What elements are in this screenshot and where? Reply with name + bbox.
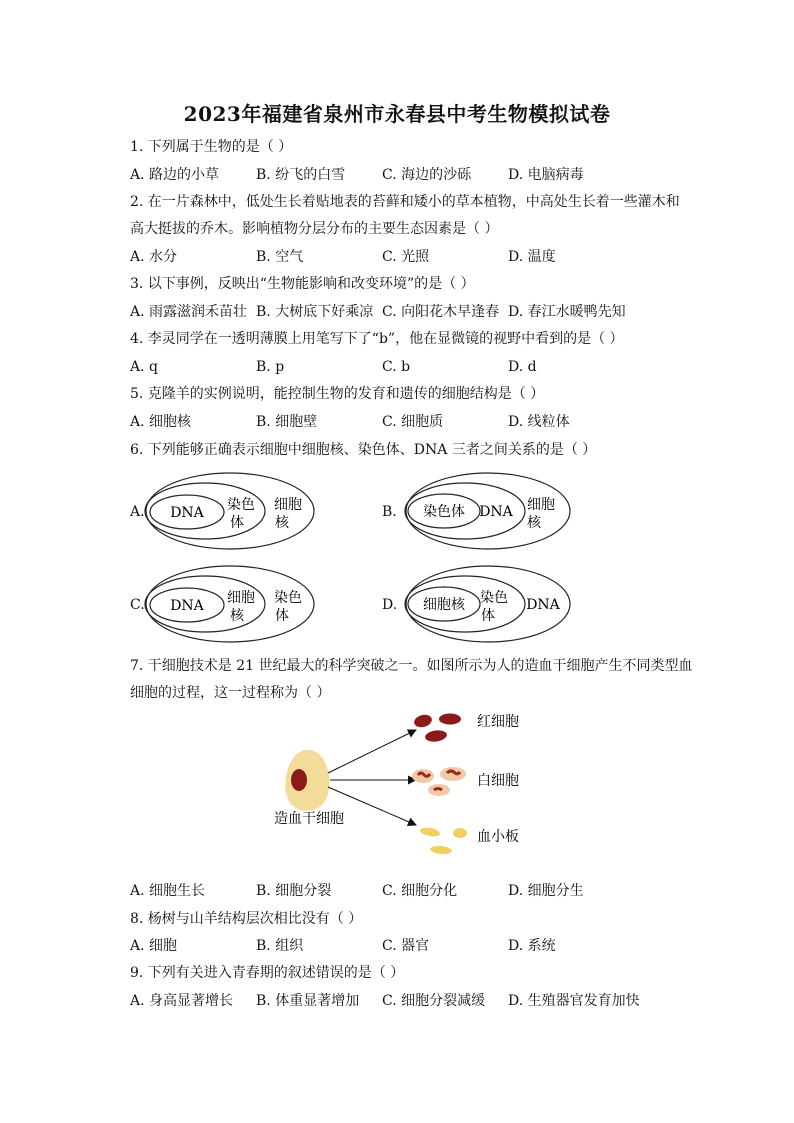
outer-label-1: 细胞	[527, 497, 555, 513]
middle-label-2: 核	[230, 608, 244, 624]
q2-option-c: C. 光照	[382, 249, 430, 265]
outer-label-2: 体	[275, 608, 289, 624]
middle-label-1: DNA	[479, 504, 513, 520]
question-6-stem: 6. 下列能够正确表示细胞中细胞核、染色体、DNA 三者之间关系的是（ ）	[130, 442, 597, 458]
q1-option-d: D. 电脑病毒	[508, 167, 584, 183]
q1-option-c: C. 海边的沙砾	[382, 167, 472, 183]
q7-option-d: D. 细胞分生	[508, 883, 584, 899]
q2-option-d: D. 温度	[508, 249, 556, 265]
q5-option-a: A. 细胞核	[130, 414, 192, 430]
middle-label-1: 染色	[480, 590, 508, 606]
question-9-stem: 9. 下列有关进入青春期的叙述错误的是（ ）	[130, 965, 405, 981]
question-4-stem: 4. 李灵同学在一透明薄膜上用笔写下了“b”，他在显微镜的视野中看到的是（ ）	[130, 331, 624, 347]
white-blood-cell-label: 白细胞	[477, 773, 519, 789]
q9-option-b: B. 体重显著增加	[256, 993, 360, 1009]
q5-option-b: B. 细胞壁	[256, 414, 318, 430]
q6-diagram-c	[143, 563, 318, 646]
q6-diagram-d	[403, 563, 575, 646]
outer-label-1: 细胞	[274, 497, 302, 513]
white-blood-cell	[440, 767, 466, 781]
outer-label-1: DNA	[526, 597, 560, 613]
inner-label: 染色体	[423, 504, 465, 520]
q6-option-b-letter: B.	[382, 504, 397, 520]
q7-option-a: A. 细胞生长	[130, 883, 206, 899]
q3-option-a: A. 雨露滋润禾苗壮	[130, 304, 248, 320]
q7-stem-cell-differentiation-figure	[268, 705, 538, 865]
arrow-to-red-blood-cells	[328, 730, 416, 773]
outer-label-2: 核	[275, 515, 289, 531]
q9-option-d: D. 生殖器官发育加快	[508, 993, 640, 1009]
q7-option-b: B. 细胞分裂	[256, 883, 332, 899]
q5-option-d: D. 线粒体	[508, 414, 570, 430]
q7-option-c: C. 细胞分化	[382, 883, 458, 899]
question-2-stem-line-1: 2. 在一片森林中，低处生长着贴地表的苔藓和矮小的草本植物，中高处生长着一些灌木和	[130, 194, 680, 210]
middle-label-2: 体	[230, 515, 244, 531]
outer-label-2: 核	[527, 515, 541, 531]
platelet	[453, 828, 467, 838]
q4-option-b: B. p	[256, 359, 285, 375]
red-blood-cell	[413, 713, 433, 729]
q8-option-d: D. 系统	[508, 938, 556, 954]
page-title: 2023年福建省泉州市永春县中考生物模拟试卷	[183, 102, 611, 126]
q3-option-c: C. 向阳花木早逢春	[382, 304, 500, 320]
q1-option-a: A. 路边的小草	[130, 167, 220, 183]
red-blood-cell-label: 红细胞	[477, 714, 519, 730]
inner-label: DNA	[170, 505, 204, 521]
question-7-stem-line-1: 7. 干细胞技术是 21 世纪最大的科学突破之一。如图所示为人的造血干细胞产生不同类型血	[130, 658, 693, 674]
q4-option-d: D. d	[508, 359, 537, 375]
middle-label-1: 染色	[227, 497, 255, 513]
question-2-stem-line-2: 高大挺拔的乔木。影响植物分层分布的主要生态因素是（ ）	[130, 221, 499, 237]
middle-label-1: 细胞	[227, 590, 255, 606]
white-blood-cell-nucleus	[434, 789, 442, 791]
q9-option-c: C. 细胞分裂减缓	[382, 993, 486, 1009]
q6-diagram-a	[143, 470, 318, 553]
q8-option-b: B. 组织	[256, 938, 304, 954]
middle-label-2: 体	[481, 608, 495, 624]
q6-option-d-letter: D.	[382, 597, 398, 613]
question-5-stem: 5. 克隆羊的实例说明，能控制生物的发育和遗传的细胞结构是（ ）	[130, 386, 545, 402]
outer-label-1: 染色	[274, 590, 302, 606]
q2-option-b: B. 空气	[256, 249, 304, 265]
red-blood-cell	[439, 714, 461, 725]
platelet	[430, 845, 453, 855]
platelet	[419, 826, 440, 837]
question-8-stem: 8. 杨树与山羊结构层次相比没有（ ）	[130, 911, 363, 927]
q5-option-c: C. 细胞质	[382, 414, 444, 430]
q3-option-d: D. 春江水暖鸭先知	[508, 304, 626, 320]
q6-option-a-letter: A.	[130, 504, 145, 520]
inner-label: DNA	[170, 598, 204, 614]
red-blood-cell	[424, 729, 447, 743]
q6-option-c-letter: C.	[130, 597, 145, 613]
q4-option-a: A. q	[130, 359, 158, 375]
q3-option-b: B. 大树底下好乘凉	[256, 304, 374, 320]
q4-option-c: C. b	[382, 359, 411, 375]
q6-diagram-b	[403, 470, 575, 553]
platelet-label: 血小板	[477, 829, 519, 845]
q9-option-a: A. 身高显著增长	[130, 993, 234, 1009]
q1-option-b: B. 纷飞的白雪	[256, 167, 346, 183]
inner-label: 细胞核	[423, 597, 465, 613]
stem-cell-label: 造血干细胞	[274, 811, 344, 827]
question-1-stem: 1. 下列属于生物的是（ ）	[130, 139, 293, 155]
q2-option-a: A. 水分	[130, 249, 178, 265]
q8-option-c: C. 器官	[382, 938, 430, 954]
q8-option-a: A. 细胞	[130, 938, 178, 954]
question-3-stem: 3. 以下事例，反映出“生物能影响和改变环境”的是（ ）	[130, 276, 475, 292]
question-7-stem-line-2: 细胞的过程，这一过程称为（ ）	[130, 685, 331, 701]
stem-cell-nucleus	[291, 769, 307, 791]
